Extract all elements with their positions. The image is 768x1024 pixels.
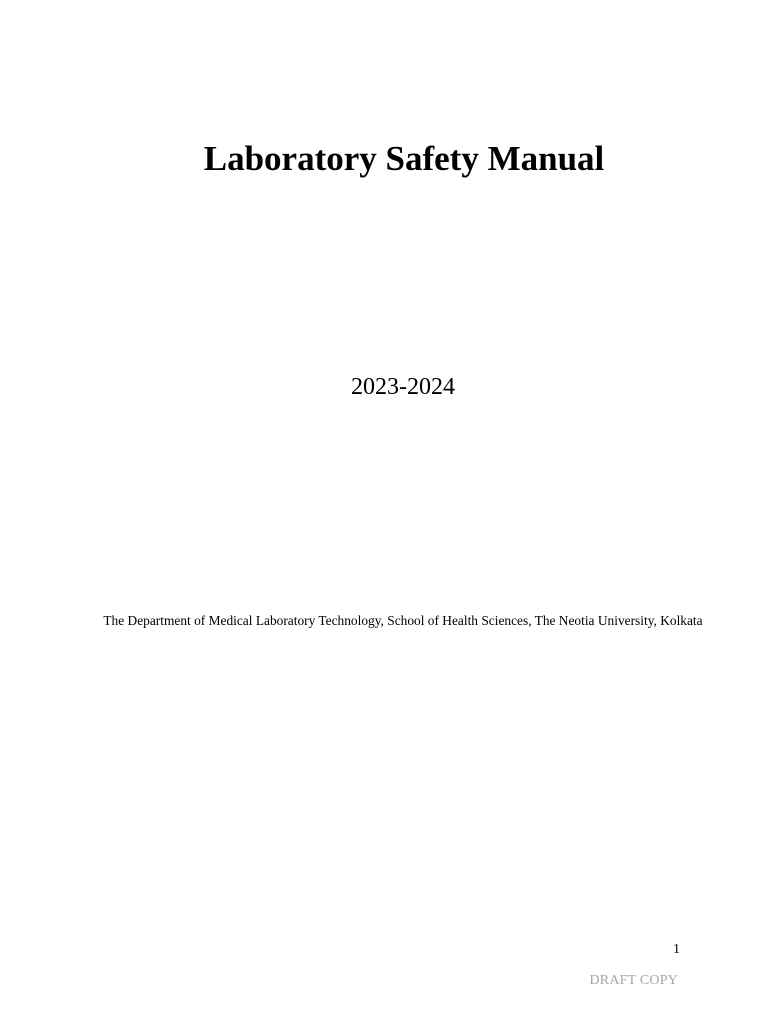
draft-watermark: DRAFT COPY xyxy=(589,973,678,988)
department-line: The Department of Medical Laboratory Technology, School of Health Sciences, The Neotia University, Kolkata xyxy=(103,613,703,628)
academic-year: 2023-2024 xyxy=(351,374,455,400)
page-number: 1 xyxy=(673,942,680,957)
document-title: Laboratory Safety Manual xyxy=(203,139,605,178)
